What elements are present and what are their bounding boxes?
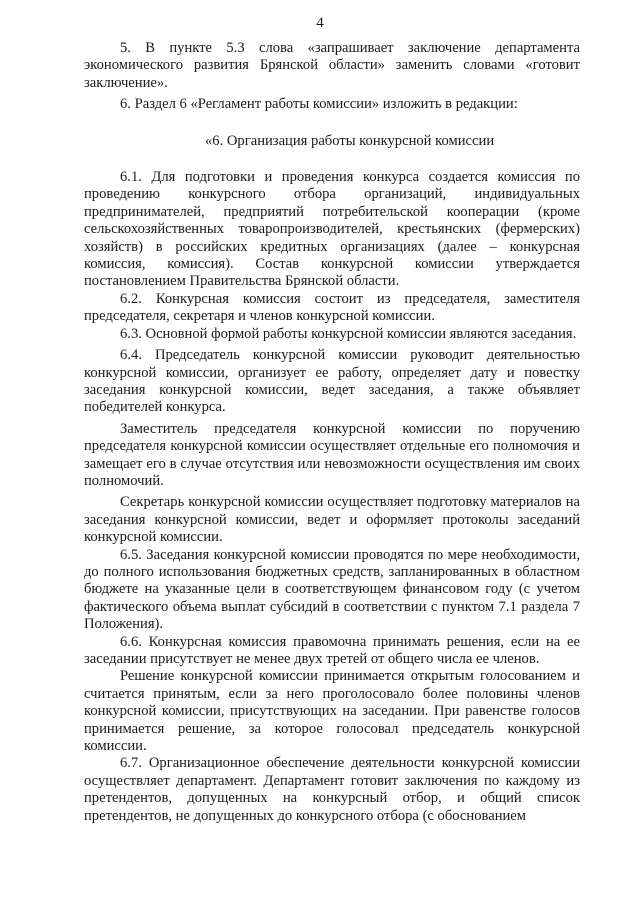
paragraph-decision: Решение конкурсной комиссии принимается открытым голосованием и считается принятым, если за него проголосовало более половины членов конкурсной комиссии, присутствующих на заседании. При равенстве голосов принимается решение, за которое голосовал председатель конкурсной комиссии.	[84, 668, 580, 755]
paragraph-6-4: 6.4. Председатель конкурсной комиссии руководит деятельностью конкурсной комиссии, организует ее работу, определяет дату и повестку заседания конкурсной комиссии, ведет заседания, а также объявляет победителей конкурса.	[84, 347, 580, 416]
paragraph-6-1: 6.1. Для подготовки и проведения конкурса создается комиссия по проведению конкурсного отбора организаций, индивидуальных предпринимателей, предприятий потребительской кооперации (кроме сельскохозяйственных товаропроизводителей, крестьянских (фермерских) хозяйств) в российских кредитных организациях (далее – конкурсная комиссия, комиссия). Состав конкурсной комиссии утверждается постановлением Правительства Брянской области.	[84, 169, 580, 290]
paragraph-6-7: 6.7. Организационное обеспечение деятельности конкурсной комиссии осуществляет департамент. Департамент готовит заключения по каждому из претендентов, допущенных на конкурсный отбор, и общий список претендентов, не допущенных до конкурсного отбора (с обоснованием	[84, 755, 580, 824]
paragraph-item-6: 6. Раздел 6 «Регламент работы комиссии» изложить в редакции:	[120, 96, 518, 113]
section-title: «6. Организация работы конкурсной комиссии	[205, 132, 495, 149]
paragraph-item-5: 5. В пункте 5.3 слова «запрашивает заключение департамента экономического развития Брянской области» заменить словами «готовит заключение».	[84, 40, 580, 91]
paragraph-6-3: 6.3. Основной формой работы конкурсной комиссии являются заседания.	[120, 325, 577, 342]
paragraph-6-5: 6.5. Заседания конкурсной комиссии проводятся по мере необходимости, до полного использования бюджетных средств, запланированных в областном бюджете на указанные цели в соответствующем финансовом году (с учетом фактического объема выплат субсидий в соответствии с пунктом 7.1 раздела 7 Положения).	[84, 546, 580, 633]
document-body	[84, 40, 580, 825]
paragraph-6-2: 6.2. Конкурсная комиссия состоит из председателя, заместителя председателя, секретаря и членов конкурсной комиссии.	[84, 290, 580, 325]
paragraph-deputy-chairman: Заместитель председателя конкурсной комиссии по поручению председателя конкурсной комиссии осуществляет отдельные его полномочия и замещает его в случае отсутствия или невозможности осуществления им своих полномочий.	[84, 420, 580, 489]
page-number: 4	[316, 15, 324, 31]
paragraph-6-6: 6.6. Конкурсная комиссия правомочна принимать решения, если на ее заседании присутствует не менее двух третей от общего числа ее членов.	[84, 633, 580, 667]
paragraph-secretary: Секретарь конкурсной комиссии осуществляет подготовку материалов на заседания конкурсной комиссии, ведет и оформляет протоколы заседаний конкурсной комиссии.	[84, 494, 580, 546]
